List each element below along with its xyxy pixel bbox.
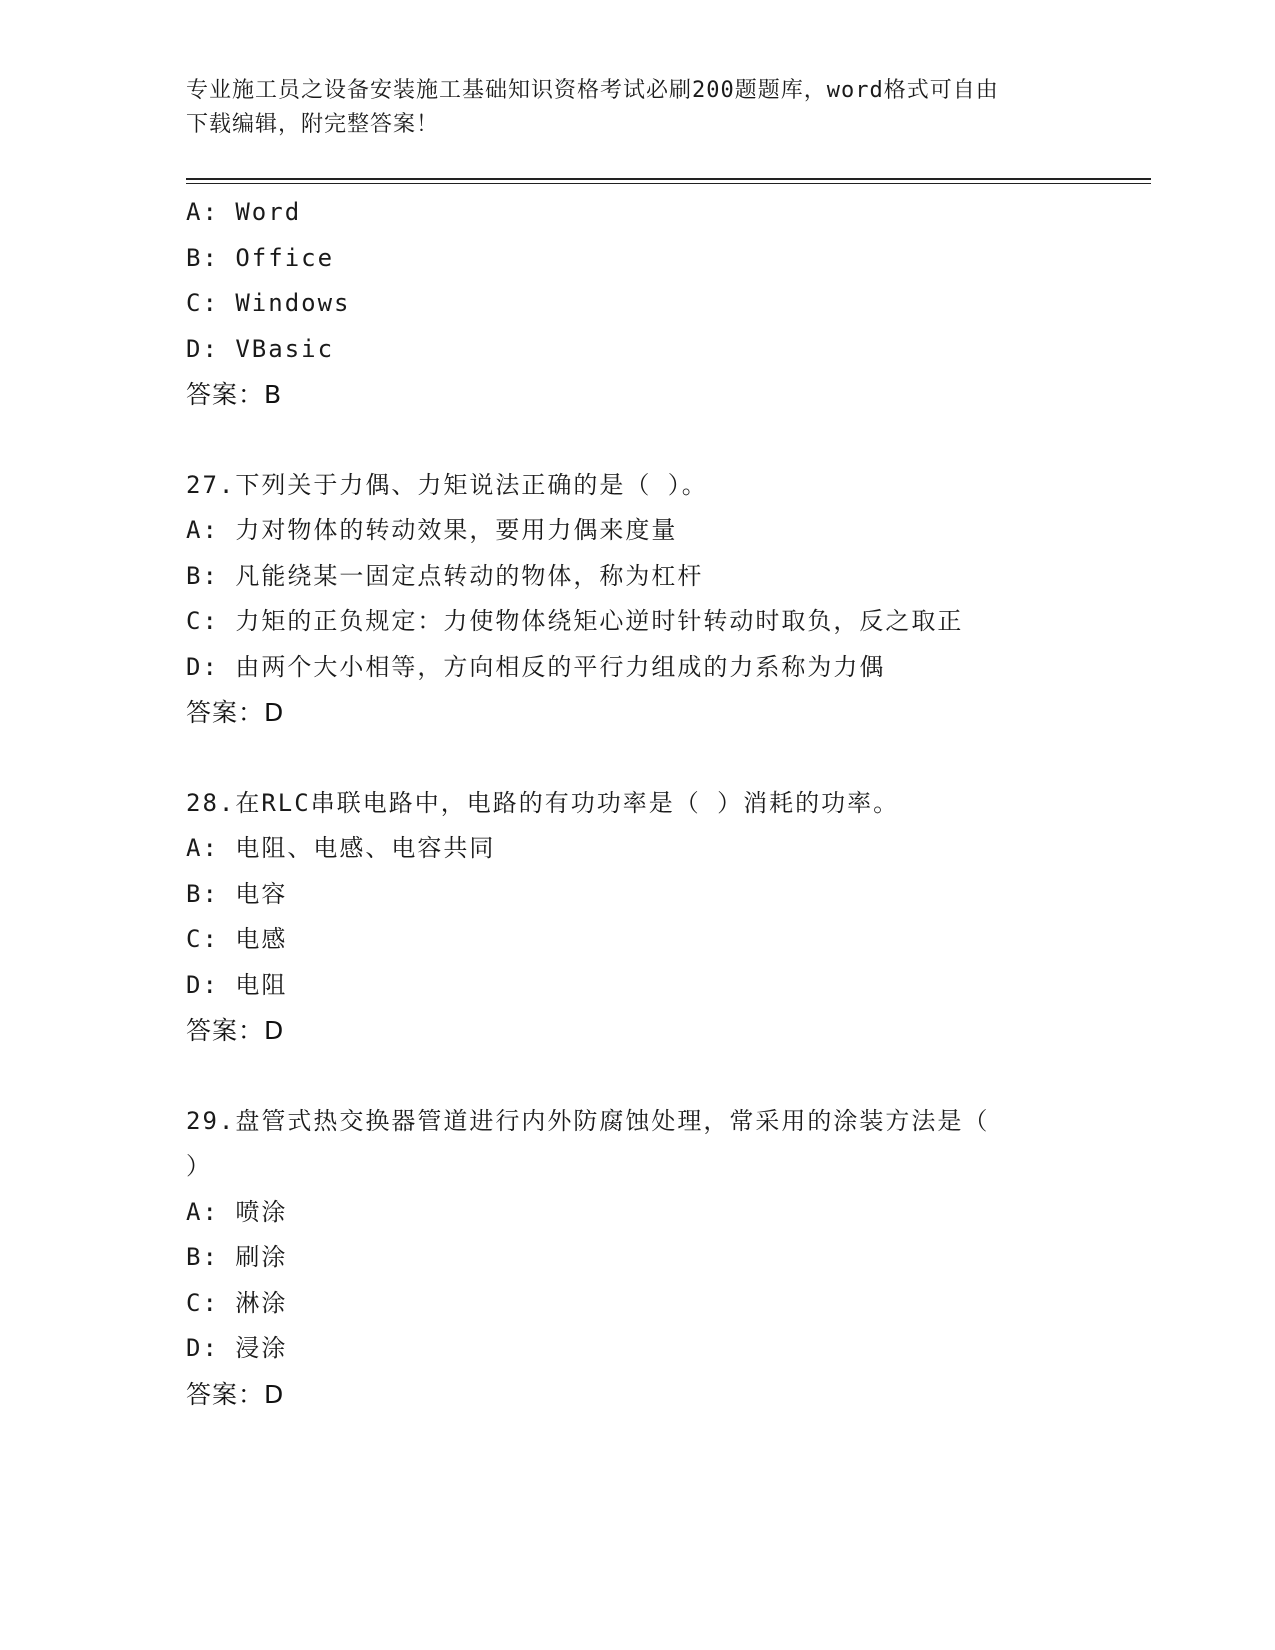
- option-b: B: Office: [186, 243, 335, 272]
- option-b: B: 刷涂: [186, 1243, 288, 1271]
- option-b: B: 凡能绕某一固定点转动的物体，称为杠杆: [186, 561, 704, 590]
- question-list: [186, 190, 1126, 1417]
- answer-line: 答案：D: [186, 698, 285, 727]
- option-c: C: 电感: [186, 925, 288, 953]
- option-d: D: 由两个大小相等，方向相反的平行力组成的力系称为力偶: [186, 652, 886, 681]
- question-block-28: [186, 781, 1126, 1054]
- spacer: [186, 418, 1126, 463]
- question-stem: 29.盘管式热交换器管道进行内外防腐蚀处理，常采用的涂装方法是（: [186, 1106, 990, 1135]
- question-block-29: [186, 1099, 1126, 1418]
- option-d: D: VBasic: [186, 334, 335, 363]
- question-stem-continuation: ）: [186, 1152, 212, 1180]
- answer-line: 答案：B: [186, 380, 283, 409]
- question-block-prev: [186, 190, 1126, 418]
- question-stem: 27.下列关于力偶、力矩说法正确的是（ ）。: [186, 470, 708, 499]
- document-header: [186, 74, 1066, 142]
- option-a: A: Word: [186, 198, 302, 226]
- option-b: B: 电容: [186, 879, 288, 908]
- option-c: C: 淋涂: [186, 1288, 288, 1317]
- option-d: D: 浸涂: [186, 1334, 288, 1362]
- header-divider: [186, 178, 1151, 180]
- question-block-27: [186, 463, 1126, 736]
- spacer: [186, 736, 1126, 781]
- option-a: A: 力对物体的转动效果，要用力偶来度量: [186, 516, 678, 544]
- option-c: C: Windows: [186, 289, 351, 317]
- question-stem: 28.在RLC串联电路中，电路的有功功率是（ ）消耗的功率。: [186, 788, 900, 817]
- option-d: D: 电阻: [186, 970, 288, 999]
- header-divider-thin: [186, 183, 1151, 184]
- answer-line: 答案：D: [186, 1379, 285, 1409]
- spacer: [186, 1054, 1126, 1099]
- option-a: A: 电阻、电感、电容共同: [186, 834, 496, 862]
- header-line-1: 专业施工员之设备安装施工基础知识资格考试必刷200题题库，word格式可自由: [186, 78, 999, 103]
- option-c: C: 力矩的正负规定：力使物体绕矩心逆时针转动时取负，反之取正: [186, 607, 964, 635]
- header-line-2: 下载编辑，附完整答案！: [186, 112, 440, 137]
- option-a: A: 喷涂: [186, 1197, 288, 1226]
- answer-line: 答案：D: [186, 1016, 285, 1045]
